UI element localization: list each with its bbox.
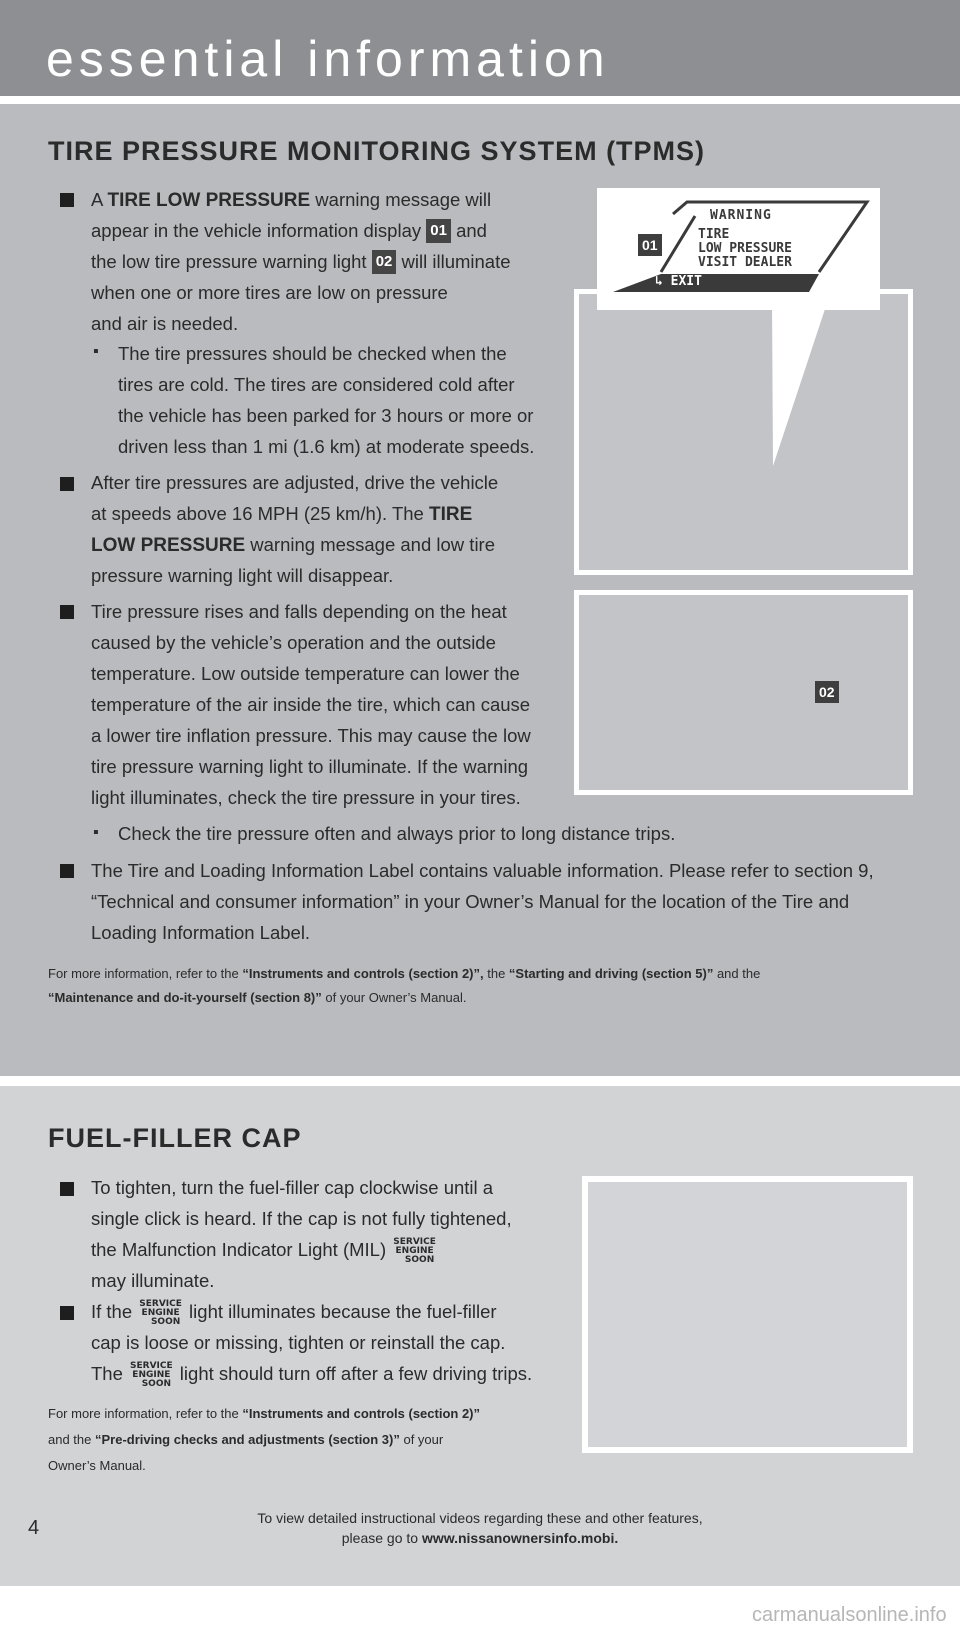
fuel-more-info-line3: Owner’s Manual. [48,1458,146,1473]
fuel-b2-line3: The SERVICE ENGINE SOON light should turn off after a few driving trips. [91,1360,533,1389]
display-image-panel [574,289,913,575]
bullet-square [60,605,74,619]
fuel-title: FUEL-FILLER CAP [48,1123,302,1153]
display-message: TIRE LOW PRESSURE VISIT DEALER [698,227,792,270]
image-badge-02: 02 [815,681,839,703]
fuel-b2-line2: cap is loose or missing, tighten or reinstall the cap. [91,1332,506,1353]
tpms-b3-line5: a lower tire inflation pressure. This may cause the low [91,725,531,746]
tpms-sub2: Check the tire pressure often and always prior to long distance trips. [118,823,676,844]
badge-02: 02 [372,250,397,274]
tpms-more-info-line2: “Maintenance and do-it-yourself (section 8)” of your Owner’s Manual. [48,990,467,1005]
tpms-b3-line4: temperature of the air inside the tire, which can cause [91,694,531,715]
bullet-square [60,193,74,207]
page-title: essential information [46,31,610,87]
bullet-square [60,1182,74,1196]
display-badge-01: 01 [638,234,662,256]
bullet-square [60,864,74,878]
fuel-b1-line4: may illuminate. [91,1270,215,1291]
bullet-square [60,1306,74,1320]
service-engine-soon-icon: SERVICE ENGINE SOON [393,1236,436,1265]
service-engine-soon-icon: SERVICE ENGINE SOON [130,1360,173,1389]
tpms-sub1-line3: the vehicle has been parked for 3 hours or more or [118,405,534,426]
footer-note-line2: please go to www.nissanownersinfo.mobi. [341,1530,619,1546]
fuel-more-info-line2: and the “Pre-driving checks and adjustments (section 3)” of your [48,1432,444,1447]
section-divider [0,1076,960,1086]
website-link[interactable]: www.nissanownersinfo.mobi. [421,1530,619,1546]
header-rule [0,96,960,104]
tpms-sub1-line2: tires are cold. The tires are considered cold after [118,374,515,395]
footer-note-line1: To view detailed instructional videos regarding these and other features, [257,1510,703,1526]
tpms-b1-line3: the low tire pressure warning light 02 will illuminate [91,251,511,272]
watermark: carmanualsonline.info [752,1604,947,1626]
enter-icon: ↳ [655,274,663,289]
fuel-b1-line3: the Malfunction Indicator Light (MIL) SERVICE ENGINE SOON [91,1236,436,1265]
sub-bullet-dot: ▪ [93,343,99,360]
tpms-b2-line1: After tire pressures are adjusted, drive the vehicle [91,472,499,493]
tpms-b4-line1: The Tire and Loading Information Label contains valuable information. Please refer to section 9, [91,860,874,881]
tpms-sub1-line4: driven less than 1 mi (1.6 km) at moderate speeds. [118,436,535,457]
sub-bullet-dot: ▪ [93,824,99,841]
bullet-square [60,477,74,491]
tpms-b2-line3: LOW PRESSURE warning message and low tire [91,534,496,556]
warning-light-image-panel [574,590,913,795]
tpms-b1-line5: and air is needed. [91,313,239,334]
tpms-more-info-line1: For more information, refer to the “Instruments and controls (section 2)”, the “Starting and driving (section 5)” and the [48,966,761,981]
page-number: 4 [28,1517,40,1539]
fuel-b1-line2: single click is heard. If the cap is not fully tightened, [91,1208,512,1229]
callout-pointer [770,300,830,470]
fuel-cap-image-panel [582,1176,913,1453]
tpms-b4-line3: Loading Information Label. [91,922,311,943]
badge-01: 01 [426,219,451,243]
tpms-title: TIRE PRESSURE MONITORING SYSTEM (TPMS) [48,136,706,166]
tpms-b2-line2: at speeds above 16 MPH (25 km/h). The TIRE [91,503,473,525]
tpms-b3-line6: tire pressure warning light to illuminate. If the warning [91,756,529,777]
tpms-sub1-line1: The tire pressures should be checked when the [118,343,507,364]
display-exit: ↳ EXIT [655,274,702,289]
fuel-b2-line1: If the SERVICE ENGINE SOON light illuminates because the fuel-filler [91,1298,497,1327]
tpms-b2-line4: pressure warning light will disappear. [91,565,394,586]
fuel-b1-line1: To tighten, turn the fuel-filler cap clockwise until a [91,1177,494,1198]
tpms-b4-line2: “Technical and consumer information” in your Owner’s Manual for the location of the Tire and [91,891,850,912]
tpms-b3-line7: light illuminates, check the tire pressure in your tires. [91,787,521,808]
fuel-more-info-line1: For more information, refer to the “Instruments and controls (section 2)” [48,1406,481,1421]
tpms-b1-line1: A TIRE LOW PRESSURE warning message will [91,189,492,211]
display-warning-label: WARNING [710,208,772,223]
tpms-b3-line2: caused by the vehicle’s operation and the outside [91,632,496,653]
tpms-b1-line2: appear in the vehicle information display 01 and [91,220,487,241]
tpms-b3-line3: temperature. Low outside temperature can lower the [91,663,520,684]
warning-display-card [597,188,880,310]
tpms-b1-line4: when one or more tires are low on pressure [91,282,448,303]
service-engine-soon-icon: SERVICE ENGINE SOON [139,1298,182,1327]
tpms-b3-line1: Tire pressure rises and falls depending on the heat [91,601,507,622]
header-bar [0,0,960,96]
